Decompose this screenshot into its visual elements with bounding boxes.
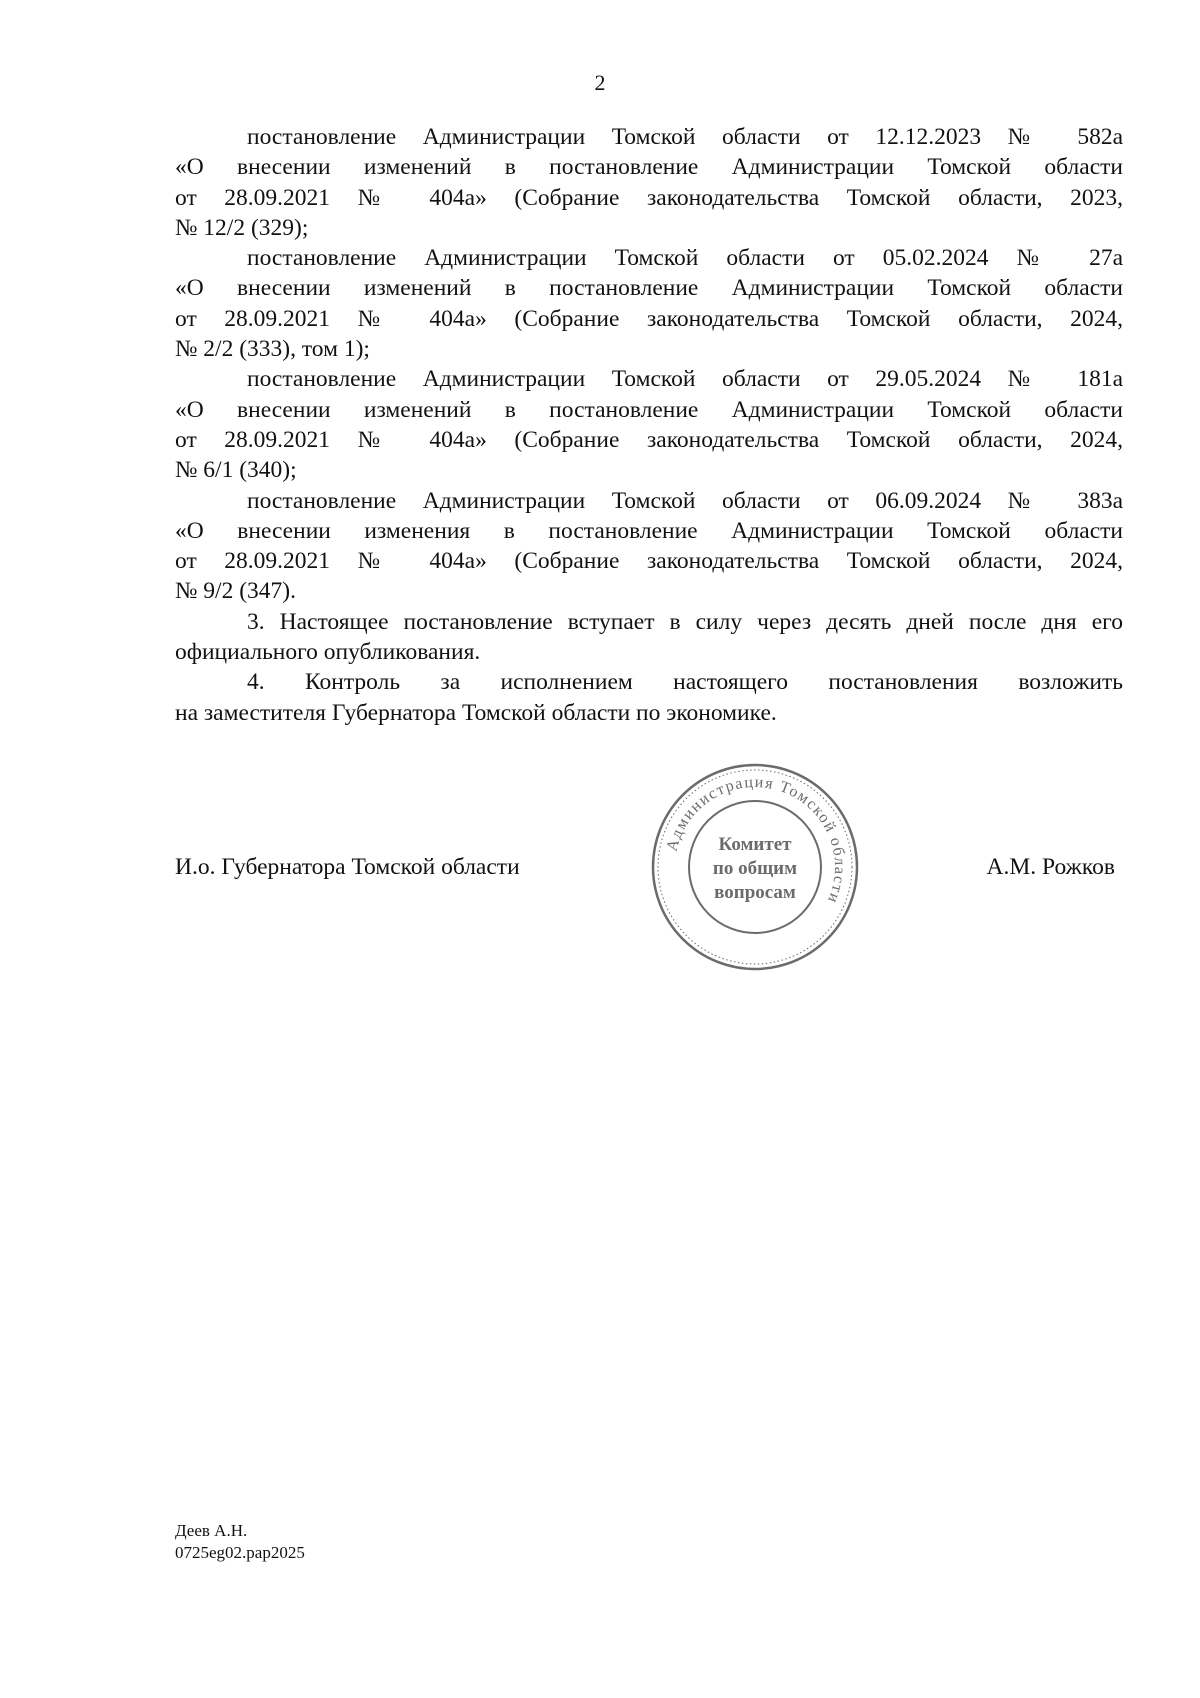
paragraph-item-3 [175, 607, 1123, 668]
footer-author: Деев А.Н. [175, 1521, 248, 1540]
signatory-name: А.М. Рожков [986, 854, 1115, 880]
text-line: № 2/2 (333), том 1); [175, 336, 370, 363]
stamp-center-line: Комитет [718, 834, 792, 855]
text-line: от 28.09.2021 № 404а» (Собрание законодательства Томской области, 2024, [175, 426, 1123, 453]
text-line: «О внесении изменений в постановление Администрации Томской области [175, 154, 1123, 181]
text-line: 3. Настоящее постановление вступает в силу через десять дней после дня его [247, 608, 1123, 635]
text-line: постановление Администрации Томской области от 05.02.2024 № 27а [247, 245, 1123, 272]
page-number: 2 [594, 70, 606, 95]
stamp-center-line: по общим [712, 858, 798, 879]
text-line: официального опубликования. [175, 639, 481, 666]
paragraph-resolution-383a [175, 486, 1123, 607]
text-line: постановление Администрации Томской области от 29.05.2024 № 181а [247, 366, 1123, 393]
text-line: от 28.09.2021 № 404а» (Собрание законодательства Томской области, 2023, [175, 184, 1123, 211]
text-line: «О внесении изменения в постановление Администрации Томской области [175, 517, 1123, 544]
text-line: «О внесении изменений в постановление Администрации Томской области [175, 275, 1123, 302]
paragraph-resolution-181a [175, 364, 1123, 485]
stamp-center-line: вопросам [714, 882, 796, 903]
footer-file-code: 0725eg02.pap2025 [175, 1543, 305, 1562]
text-line: постановление Администрации Томской области от 12.12.2023 № 582а [247, 124, 1123, 150]
document-body [175, 122, 1123, 728]
signatory-position: И.о. Губернатора Томской области [175, 854, 520, 880]
text-line: от 28.09.2021 № 404а» (Собрание законодательства Томской области, 2024, [175, 548, 1123, 575]
text-line: № 12/2 (329); [175, 214, 309, 241]
text-line: № 6/1 (340); [175, 457, 297, 484]
text-line: «О внесении изменений в постановление Администрации Томской области [175, 396, 1123, 423]
stamp-ring-text: Администрация Томской области [663, 773, 849, 907]
paragraph-resolution-582a [175, 122, 1123, 243]
text-line: 4. Контроль за исполнением настоящего постановления возложить [247, 669, 1123, 696]
text-line: от 28.09.2021 № 404а» (Собрание законодательства Томской области, 2024, [175, 305, 1123, 332]
document-footer [175, 1520, 305, 1564]
paragraph-item-4 [175, 667, 1123, 728]
paragraph-resolution-27a [175, 243, 1123, 364]
text-line: № 9/2 (347). [175, 578, 296, 605]
text-line: на заместителя Губернатора Томской области по экономике. [175, 699, 777, 726]
official-seal-stamp [645, 757, 865, 977]
text-line: постановление Администрации Томской области от 06.09.2024 № 383а [247, 487, 1123, 514]
